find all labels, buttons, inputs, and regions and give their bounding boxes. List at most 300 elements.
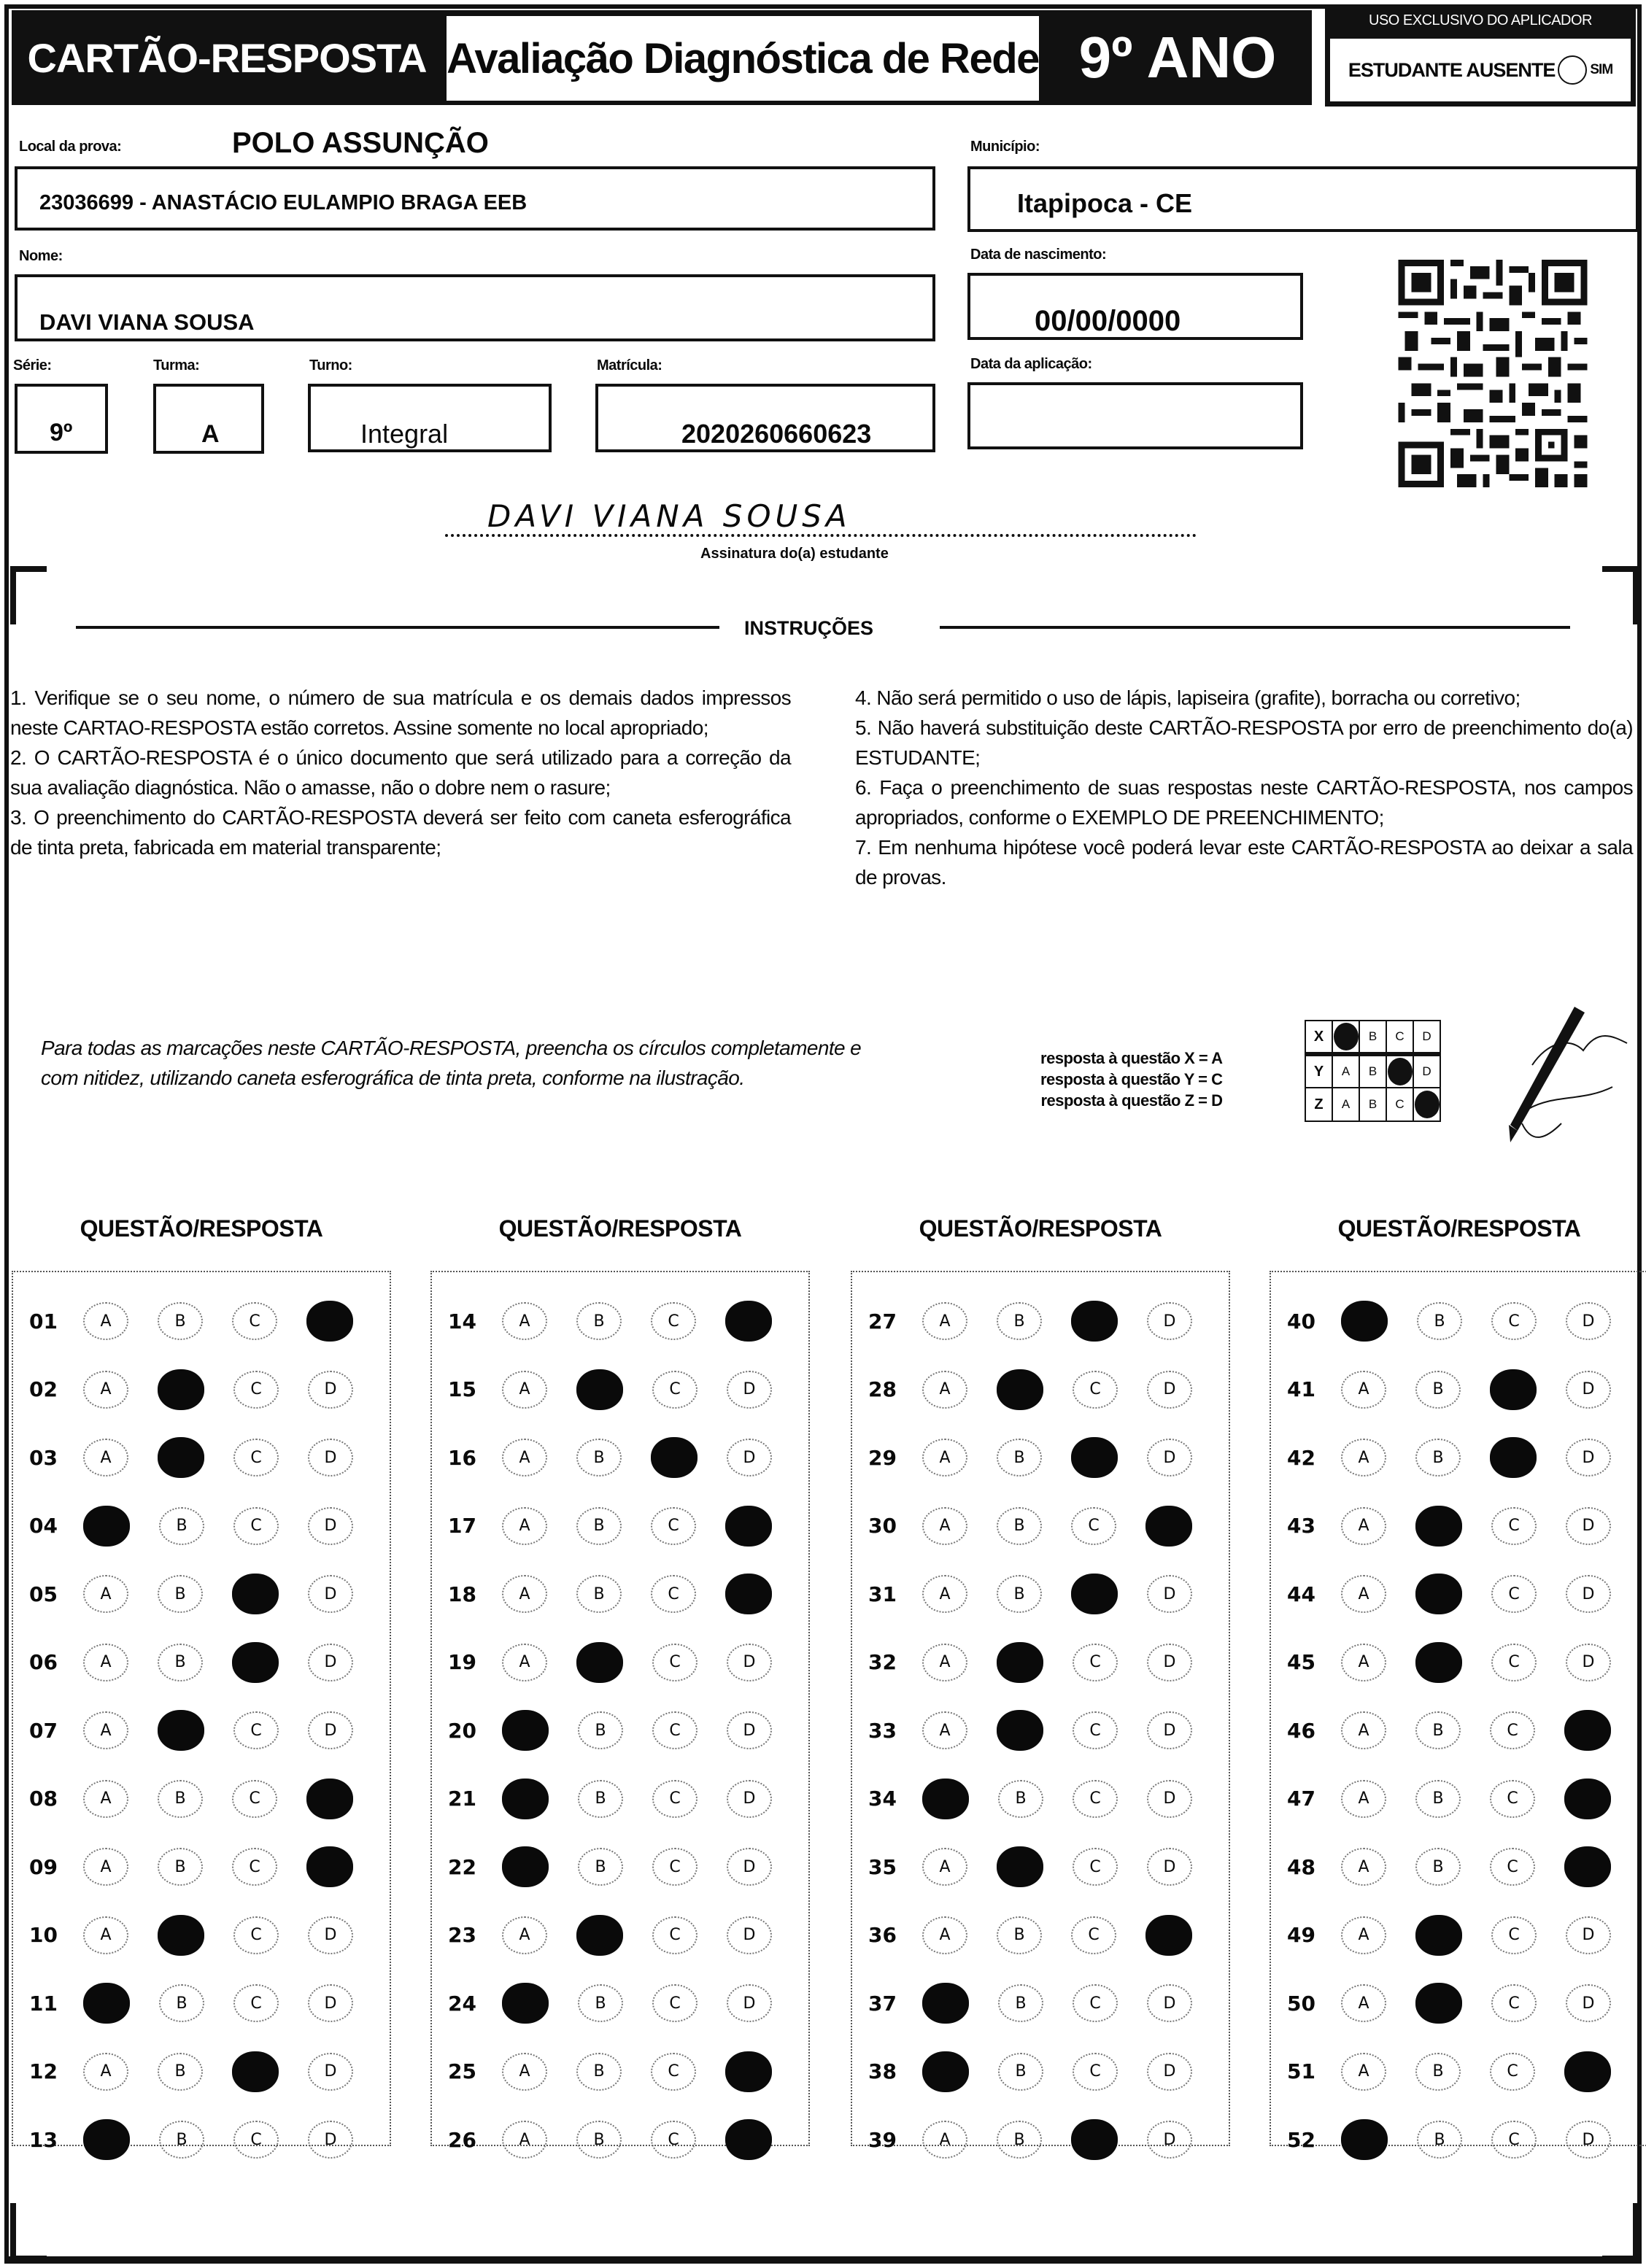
bubble-08-c[interactable]: C [232,1780,277,1818]
bubble-18-b[interactable]: B [576,1575,622,1613]
bubble-12-d[interactable]: D [308,2053,353,2091]
bubble-12-b[interactable]: B [158,2053,203,2091]
bubble-07-a[interactable]: A [83,1711,128,1749]
bubble-17-a[interactable]: A [502,1507,547,1545]
school-field [15,166,935,231]
absent-field [1330,39,1631,101]
absent-label: ESTUDANTE AUSENTE [1348,58,1556,81]
bubble-34-c[interactable]: C [1073,1780,1118,1818]
bubble-08-a[interactable]: A [83,1780,128,1818]
bubble-34-a[interactable] [922,1779,969,1819]
absent-radio[interactable] [1558,55,1587,85]
question-number: 14 [448,1309,476,1334]
bubble-39-b[interactable]: B [997,2121,1042,2159]
bubble-26-a[interactable]: A [502,2121,547,2159]
bubble-36-b[interactable]: B [997,1916,1042,1954]
bubble-01-d[interactable] [306,1301,353,1342]
bubble-16-d[interactable]: D [727,1439,772,1476]
bubble-38-d[interactable]: D [1147,2053,1192,2091]
bubble-24-d[interactable]: D [727,1984,772,2022]
bubble-40-c[interactable]: C [1491,1302,1537,1340]
bubble-10-b[interactable] [158,1915,204,1956]
question-number: 46 [1287,1718,1315,1743]
bubble-38-c[interactable]: C [1073,2053,1118,2091]
answer-row-11 [13,1969,390,2037]
example-bubble: C [1386,1021,1413,1054]
bubble-25-c[interactable]: C [651,2053,696,2091]
bubble-05-a[interactable]: A [83,1575,128,1613]
question-number: 35 [868,1854,897,1879]
bubble-30-b[interactable]: B [997,1507,1042,1545]
bubble-12-c[interactable] [232,2051,279,2092]
example-question-label: Y [1305,1054,1332,1088]
bubble-13-d[interactable]: D [308,2121,353,2159]
bubble-19-a[interactable]: A [502,1644,547,1681]
school-value: 23036699 - ANASTÁCIO EULAMPIO BRAGA EEB [39,191,528,214]
bubble-29-c[interactable] [1071,1437,1118,1478]
bubble-13-c[interactable]: C [233,2121,279,2159]
bubble-16-c[interactable] [651,1437,698,1478]
bubble-30-d[interactable] [1145,1506,1192,1547]
bubble-24-b[interactable]: B [578,1984,623,2022]
bubble-14-d[interactable] [725,1301,772,1342]
answer-row-12 [13,2037,390,2106]
frame-corner-bottom-left [10,2203,47,2261]
bubble-41-a[interactable]: A [1341,1371,1386,1409]
bubble-29-b[interactable]: B [997,1439,1042,1476]
question-number: 15 [448,1377,476,1401]
bubble-25-b[interactable]: B [576,2053,622,2091]
bubble-47-a[interactable]: A [1341,1780,1386,1818]
bubble-15-b[interactable] [576,1369,623,1410]
bubble-02-a[interactable]: A [83,1371,128,1409]
bubble-35-d[interactable]: D [1147,1848,1192,1886]
instructions-right-column [855,683,1633,892]
bubble-44-a[interactable]: A [1341,1575,1386,1613]
bubble-43-c[interactable]: C [1491,1507,1537,1545]
bubble-12-a[interactable]: A [83,2053,128,2091]
bubble-35-c[interactable]: C [1073,1848,1118,1886]
bubble-51-a[interactable]: A [1341,2053,1386,2091]
bubble-43-a[interactable]: A [1341,1507,1386,1545]
bubble-40-b[interactable]: B [1417,1302,1462,1340]
bubble-46-c[interactable]: C [1490,1711,1535,1749]
bubble-06-b[interactable]: B [158,1644,203,1681]
bubble-31-d[interactable]: D [1147,1575,1192,1613]
bubble-37-a[interactable] [922,1983,969,2024]
bubble-46-d[interactable] [1564,1710,1611,1751]
bubble-32-d[interactable]: D [1147,1644,1192,1681]
bubble-45-c[interactable]: C [1491,1644,1537,1681]
bubble-40-d[interactable]: D [1566,1302,1611,1340]
bubble-09-c[interactable]: C [232,1848,277,1886]
fill-example-grid [1305,1020,1441,1122]
bubble-07-d[interactable]: D [308,1711,353,1749]
instruction-6: 6. Faça o preenchimento de suas respostas neste CARTÃO-RESPOSTA, nos campos apropriados, conforme o EXEMPLO DE PREENCHIMENTO; [855,776,1633,829]
instructions-rule-right [940,626,1570,629]
bubble-48-b[interactable]: B [1415,1848,1461,1886]
question-number: 05 [29,1582,58,1606]
bubble-45-b[interactable] [1415,1642,1462,1683]
answer-row-52 [1271,2105,1646,2174]
bubble-09-d[interactable] [306,1846,353,1887]
bubble-31-b[interactable]: B [997,1575,1042,1613]
bubble-20-d[interactable]: D [727,1711,772,1749]
bubble-27-b[interactable]: B [997,1302,1042,1340]
bubble-48-d[interactable] [1564,1846,1611,1887]
bubble-04-a[interactable] [83,1506,130,1547]
bubble-51-d[interactable] [1564,2051,1611,2092]
example-row [1305,1021,1440,1054]
bubble-25-a[interactable]: A [502,2053,547,2091]
bubble-50-a[interactable]: A [1341,1984,1386,2022]
question-number: 23 [448,1923,476,1947]
bubble-10-c[interactable]: C [233,1916,279,1954]
bubble-03-d[interactable]: D [308,1439,353,1476]
turma-field [153,384,264,454]
bubble-17-b[interactable]: B [576,1507,622,1545]
bubble-15-a[interactable]: A [502,1371,547,1409]
bubble-40-a[interactable] [1341,1301,1388,1342]
bubble-23-b[interactable] [576,1915,623,1956]
answer-row-21 [432,1765,808,1833]
bubble-32-b[interactable] [997,1642,1043,1683]
bubble-22-d[interactable]: D [727,1848,772,1886]
bubble-41-c[interactable] [1490,1369,1537,1410]
frame-corner-top-left [10,566,47,624]
signature-caption: Assinatura do(a) estudante [700,546,889,562]
question-number: 02 [29,1377,58,1401]
bubble-27-c[interactable] [1071,1301,1118,1342]
bubble-42-d[interactable]: D [1566,1439,1611,1476]
bubble-22-a[interactable] [502,1846,549,1887]
bubble-20-c[interactable]: C [652,1711,698,1749]
answer-column-header: QUESTÃO/RESPOSTA [498,1215,742,1242]
bubble-29-d[interactable]: D [1147,1439,1192,1476]
bubble-23-d[interactable]: D [727,1916,772,1954]
bubble-20-a[interactable] [502,1710,549,1751]
applicator-label: USO EXCLUSIVO DO APLICADOR [1369,12,1592,28]
question-number: 12 [29,2059,58,2083]
bubble-02-c[interactable]: C [233,1371,279,1409]
bubble-08-b[interactable]: B [158,1780,203,1818]
bubble-11-b[interactable]: B [159,1984,204,2022]
bubble-31-c[interactable] [1071,1574,1118,1614]
bubble-21-c[interactable]: C [652,1780,698,1818]
matricula-field [595,384,935,452]
answer-row-15 [432,1355,808,1424]
bubble-28-a[interactable]: A [922,1371,967,1409]
bubble-15-c[interactable]: C [652,1371,698,1409]
bubble-44-d[interactable]: D [1566,1575,1611,1613]
bubble-10-d[interactable]: D [308,1916,353,1954]
bubble-05-b[interactable]: B [158,1575,203,1613]
bubble-50-b[interactable] [1415,1983,1462,2024]
bubble-39-c[interactable] [1071,2119,1118,2160]
bubble-18-d[interactable] [725,1574,772,1614]
question-number: 08 [29,1787,58,1811]
answer-row-43 [1271,1492,1646,1560]
bubble-52-c[interactable]: C [1491,2121,1537,2159]
bubble-21-d[interactable]: D [727,1780,772,1818]
bubble-26-b[interactable]: B [576,2121,622,2159]
bubble-17-d[interactable] [725,1506,772,1547]
answer-row-46 [1271,1696,1646,1765]
bubble-51-b[interactable]: B [1415,2053,1461,2091]
bubble-31-a[interactable]: A [922,1575,967,1613]
bubble-03-b[interactable] [158,1437,204,1478]
bubble-27-a[interactable]: A [922,1302,967,1340]
bubble-22-c[interactable]: C [652,1848,698,1886]
bubble-28-c[interactable]: C [1073,1371,1118,1409]
example-bubble: A [1332,1054,1359,1088]
bubble-35-b[interactable] [997,1846,1043,1887]
bubble-24-a[interactable] [502,1983,549,2024]
bubble-06-d[interactable]: D [308,1644,353,1681]
bubble-04-c[interactable]: C [233,1507,279,1545]
instructions-title: INSTRUÇÕES [744,617,874,639]
municipio-value: Itapipoca - CE [1017,188,1193,218]
bubble-33-a[interactable]: A [922,1711,967,1749]
bubble-01-c[interactable]: C [232,1302,277,1340]
fill-example-text: Para todas as marcações neste CARTÃO-RESPOSTA, preencha os círculos completamente e com nitidez, utilizando caneta esferográfica de tinta preta, conforme na ilustração. [41,1037,862,1089]
bubble-03-a[interactable]: A [83,1439,128,1476]
answer-row-13 [13,2105,390,2174]
bubble-36-c[interactable]: C [1071,1916,1116,1954]
bubble-34-d[interactable]: D [1147,1780,1192,1818]
answer-row-04 [13,1492,390,1560]
question-number: 11 [29,1991,58,2016]
answer-row-30 [852,1492,1229,1560]
question-number: 19 [448,1650,476,1674]
bubble-52-b[interactable]: B [1417,2121,1462,2159]
bubble-07-c[interactable]: C [233,1711,279,1749]
bubble-37-d[interactable]: D [1147,1984,1192,2022]
answer-row-32 [852,1628,1229,1697]
bubble-03-c[interactable]: C [233,1439,279,1476]
bubble-23-c[interactable]: C [652,1916,698,1954]
question-number: 40 [1287,1309,1315,1334]
bubble-02-b[interactable] [158,1369,204,1410]
answer-row-02 [13,1355,390,1424]
bubble-17-c[interactable]: C [651,1507,696,1545]
bubble-20-b[interactable]: B [578,1711,623,1749]
question-number: 48 [1287,1854,1315,1879]
answer-row-40 [1271,1287,1646,1355]
answer-row-48 [1271,1832,1646,1901]
answer-column-3 [851,1271,1230,2152]
answer-row-25 [432,2037,808,2106]
question-number: 13 [29,2127,58,2152]
answer-row-38 [852,2037,1229,2106]
bubble-47-b[interactable]: B [1415,1780,1461,1818]
turma-label: Turma: [153,357,200,374]
bubble-10-a[interactable]: A [83,1916,128,1954]
nascimento-value: 00/00/0000 [1035,305,1181,337]
bubble-44-c[interactable]: C [1491,1575,1537,1613]
bubble-25-d[interactable] [725,2051,772,2092]
bubble-07-b[interactable] [158,1710,204,1751]
signature-line[interactable] [445,534,1197,537]
bubble-19-c[interactable]: C [652,1644,698,1681]
bubble-19-d[interactable]: D [727,1644,772,1681]
bubble-24-c[interactable]: C [652,1984,698,2022]
question-number: 26 [448,2127,476,2152]
bubble-32-c[interactable]: C [1073,1644,1118,1681]
bubble-09-a[interactable]: A [83,1848,128,1886]
bubble-15-d[interactable]: D [727,1371,772,1409]
answer-column-header: QUESTÃO/RESPOSTA [919,1215,1162,1242]
bubble-46-b[interactable]: B [1415,1711,1461,1749]
answer-row-49 [1271,1901,1646,1970]
answer-row-08 [13,1765,390,1833]
bubble-33-d[interactable]: D [1147,1711,1192,1749]
aplicacao-field[interactable] [967,382,1303,449]
question-number: 03 [29,1445,58,1470]
bubble-05-d[interactable]: D [308,1575,353,1613]
question-number: 10 [29,1923,58,1947]
bubble-51-c[interactable]: C [1490,2053,1535,2091]
answer-column-2 [430,1271,810,2152]
bubble-39-a[interactable]: A [922,2121,967,2159]
bubble-30-c[interactable]: C [1071,1507,1116,1545]
bubble-01-a[interactable]: A [83,1302,128,1340]
nome-value: DAVI VIANA SOUSA [39,309,255,335]
question-number: 41 [1287,1377,1315,1401]
bubble-50-c[interactable]: C [1491,1984,1537,2022]
answer-row-01 [13,1287,390,1355]
bubble-44-b[interactable] [1415,1574,1462,1614]
instruction-2: 2. O CARTÃO-RESPOSTA é o único documento que será utilizado para a correção da sua avaliação diagnóstica. Não o amasse, não o dobre nem o rasure; [10,746,791,799]
bubble-14-a[interactable]: A [502,1302,547,1340]
bubble-06-c[interactable] [232,1642,279,1683]
answer-row-19 [432,1628,808,1697]
bubble-26-c[interactable]: C [651,2121,696,2159]
bubble-42-a[interactable]: A [1341,1439,1386,1476]
answer-row-05 [13,1560,390,1628]
bubble-39-d[interactable]: D [1147,2121,1192,2159]
bubble-49-c[interactable]: C [1491,1916,1537,1954]
bubble-14-c[interactable]: C [651,1302,696,1340]
bubble-38-b[interactable]: B [998,2053,1043,2091]
bubble-11-d[interactable]: D [308,1984,353,2022]
bubble-21-b[interactable]: B [578,1780,623,1818]
bubble-52-a[interactable] [1341,2119,1388,2160]
bubble-09-b[interactable]: B [158,1848,203,1886]
bubble-35-a[interactable]: A [922,1848,967,1886]
bubble-32-a[interactable]: A [922,1644,967,1681]
bubble-05-c[interactable] [232,1574,279,1614]
card-title: CARTÃO-RESPOSTA [27,34,427,81]
bubble-41-b[interactable]: B [1415,1371,1461,1409]
bubble-33-c[interactable]: C [1073,1711,1118,1749]
bubble-01-b[interactable]: B [158,1302,203,1340]
bubble-43-b[interactable] [1415,1506,1462,1547]
example-question-label: X [1305,1021,1332,1054]
bubble-13-b[interactable]: B [159,2121,204,2159]
bubble-50-d[interactable]: D [1566,1984,1611,2022]
bubble-11-c[interactable]: C [233,1984,279,2022]
bubble-34-b[interactable]: B [998,1780,1043,1818]
instruction-3: 3. O preenchimento do CARTÃO-RESPOSTA deverá ser feito com caneta esferográfica de tinta preta, fabricada em material transparente; [10,806,791,859]
answer-row-23 [432,1901,808,1970]
bubble-37-c[interactable]: C [1073,1984,1118,2022]
bubble-18-c[interactable]: C [651,1575,696,1613]
bubble-16-a[interactable]: A [502,1439,547,1476]
bubble-49-b[interactable] [1415,1915,1462,1956]
bubble-47-d[interactable] [1564,1779,1611,1819]
bubble-29-a[interactable]: A [922,1439,967,1476]
bubble-42-b[interactable]: B [1415,1439,1461,1476]
bubble-28-b[interactable] [997,1369,1043,1410]
bubble-45-d[interactable]: D [1566,1644,1611,1681]
bubble-08-d[interactable] [306,1779,353,1819]
answer-row-20 [432,1696,808,1765]
answer-row-09 [13,1832,390,1901]
question-number: 18 [448,1582,476,1606]
bubble-47-c[interactable]: C [1490,1780,1535,1818]
answer-row-50 [1271,1969,1646,2037]
bubble-26-d[interactable] [725,2119,772,2160]
bubble-33-b[interactable] [997,1710,1043,1751]
bubble-21-a[interactable] [502,1779,549,1819]
bubble-13-a[interactable] [83,2119,130,2160]
bubble-22-b[interactable]: B [578,1848,623,1886]
example-bubble: D [1413,1021,1440,1054]
aplicacao-label: Data da aplicação: [970,356,1092,372]
bubble-36-a[interactable]: A [922,1916,967,1954]
bubble-18-a[interactable]: A [502,1575,547,1613]
bubble-14-b[interactable]: B [576,1302,622,1340]
example-row [1305,1054,1440,1088]
question-number: 28 [868,1377,897,1401]
bubble-38-a[interactable] [922,2051,969,2092]
bubble-45-a[interactable]: A [1341,1644,1386,1681]
question-number: 27 [868,1309,897,1334]
example-filled-bubble [1332,1021,1359,1054]
filled-dot-icon [1334,1023,1359,1050]
bubble-30-a[interactable]: A [922,1507,967,1545]
bubble-36-d[interactable] [1145,1915,1192,1956]
bubble-23-a[interactable]: A [502,1916,547,1954]
bubble-11-a[interactable] [83,1983,130,2024]
qr-code-icon [1398,260,1588,487]
bubble-16-b[interactable]: B [576,1439,622,1476]
question-number: 09 [29,1854,58,1879]
bubble-52-d[interactable]: D [1566,2121,1611,2159]
answer-row-35 [852,1832,1229,1901]
bubble-04-b[interactable]: B [159,1507,204,1545]
local-label: Local da prova: [19,139,122,155]
bubble-41-d[interactable]: D [1566,1371,1611,1409]
question-number: 47 [1287,1787,1315,1811]
serie-field [15,384,108,454]
bubble-42-c[interactable] [1490,1437,1537,1478]
bubble-48-a[interactable]: A [1341,1848,1386,1886]
bubble-37-b[interactable]: B [998,1984,1043,2022]
bubble-06-a[interactable]: A [83,1644,128,1681]
bubble-43-d[interactable]: D [1566,1507,1611,1545]
bubble-19-b[interactable] [576,1642,623,1683]
bubble-48-c[interactable]: C [1490,1848,1535,1886]
bubble-49-a[interactable]: A [1341,1916,1386,1954]
bubble-27-d[interactable]: D [1147,1302,1192,1340]
bubble-28-d[interactable]: D [1147,1371,1192,1409]
bubble-49-d[interactable]: D [1566,1916,1611,1954]
bubble-02-d[interactable]: D [308,1371,353,1409]
bubble-04-d[interactable]: D [308,1507,353,1545]
bubble-46-a[interactable]: A [1341,1711,1386,1749]
